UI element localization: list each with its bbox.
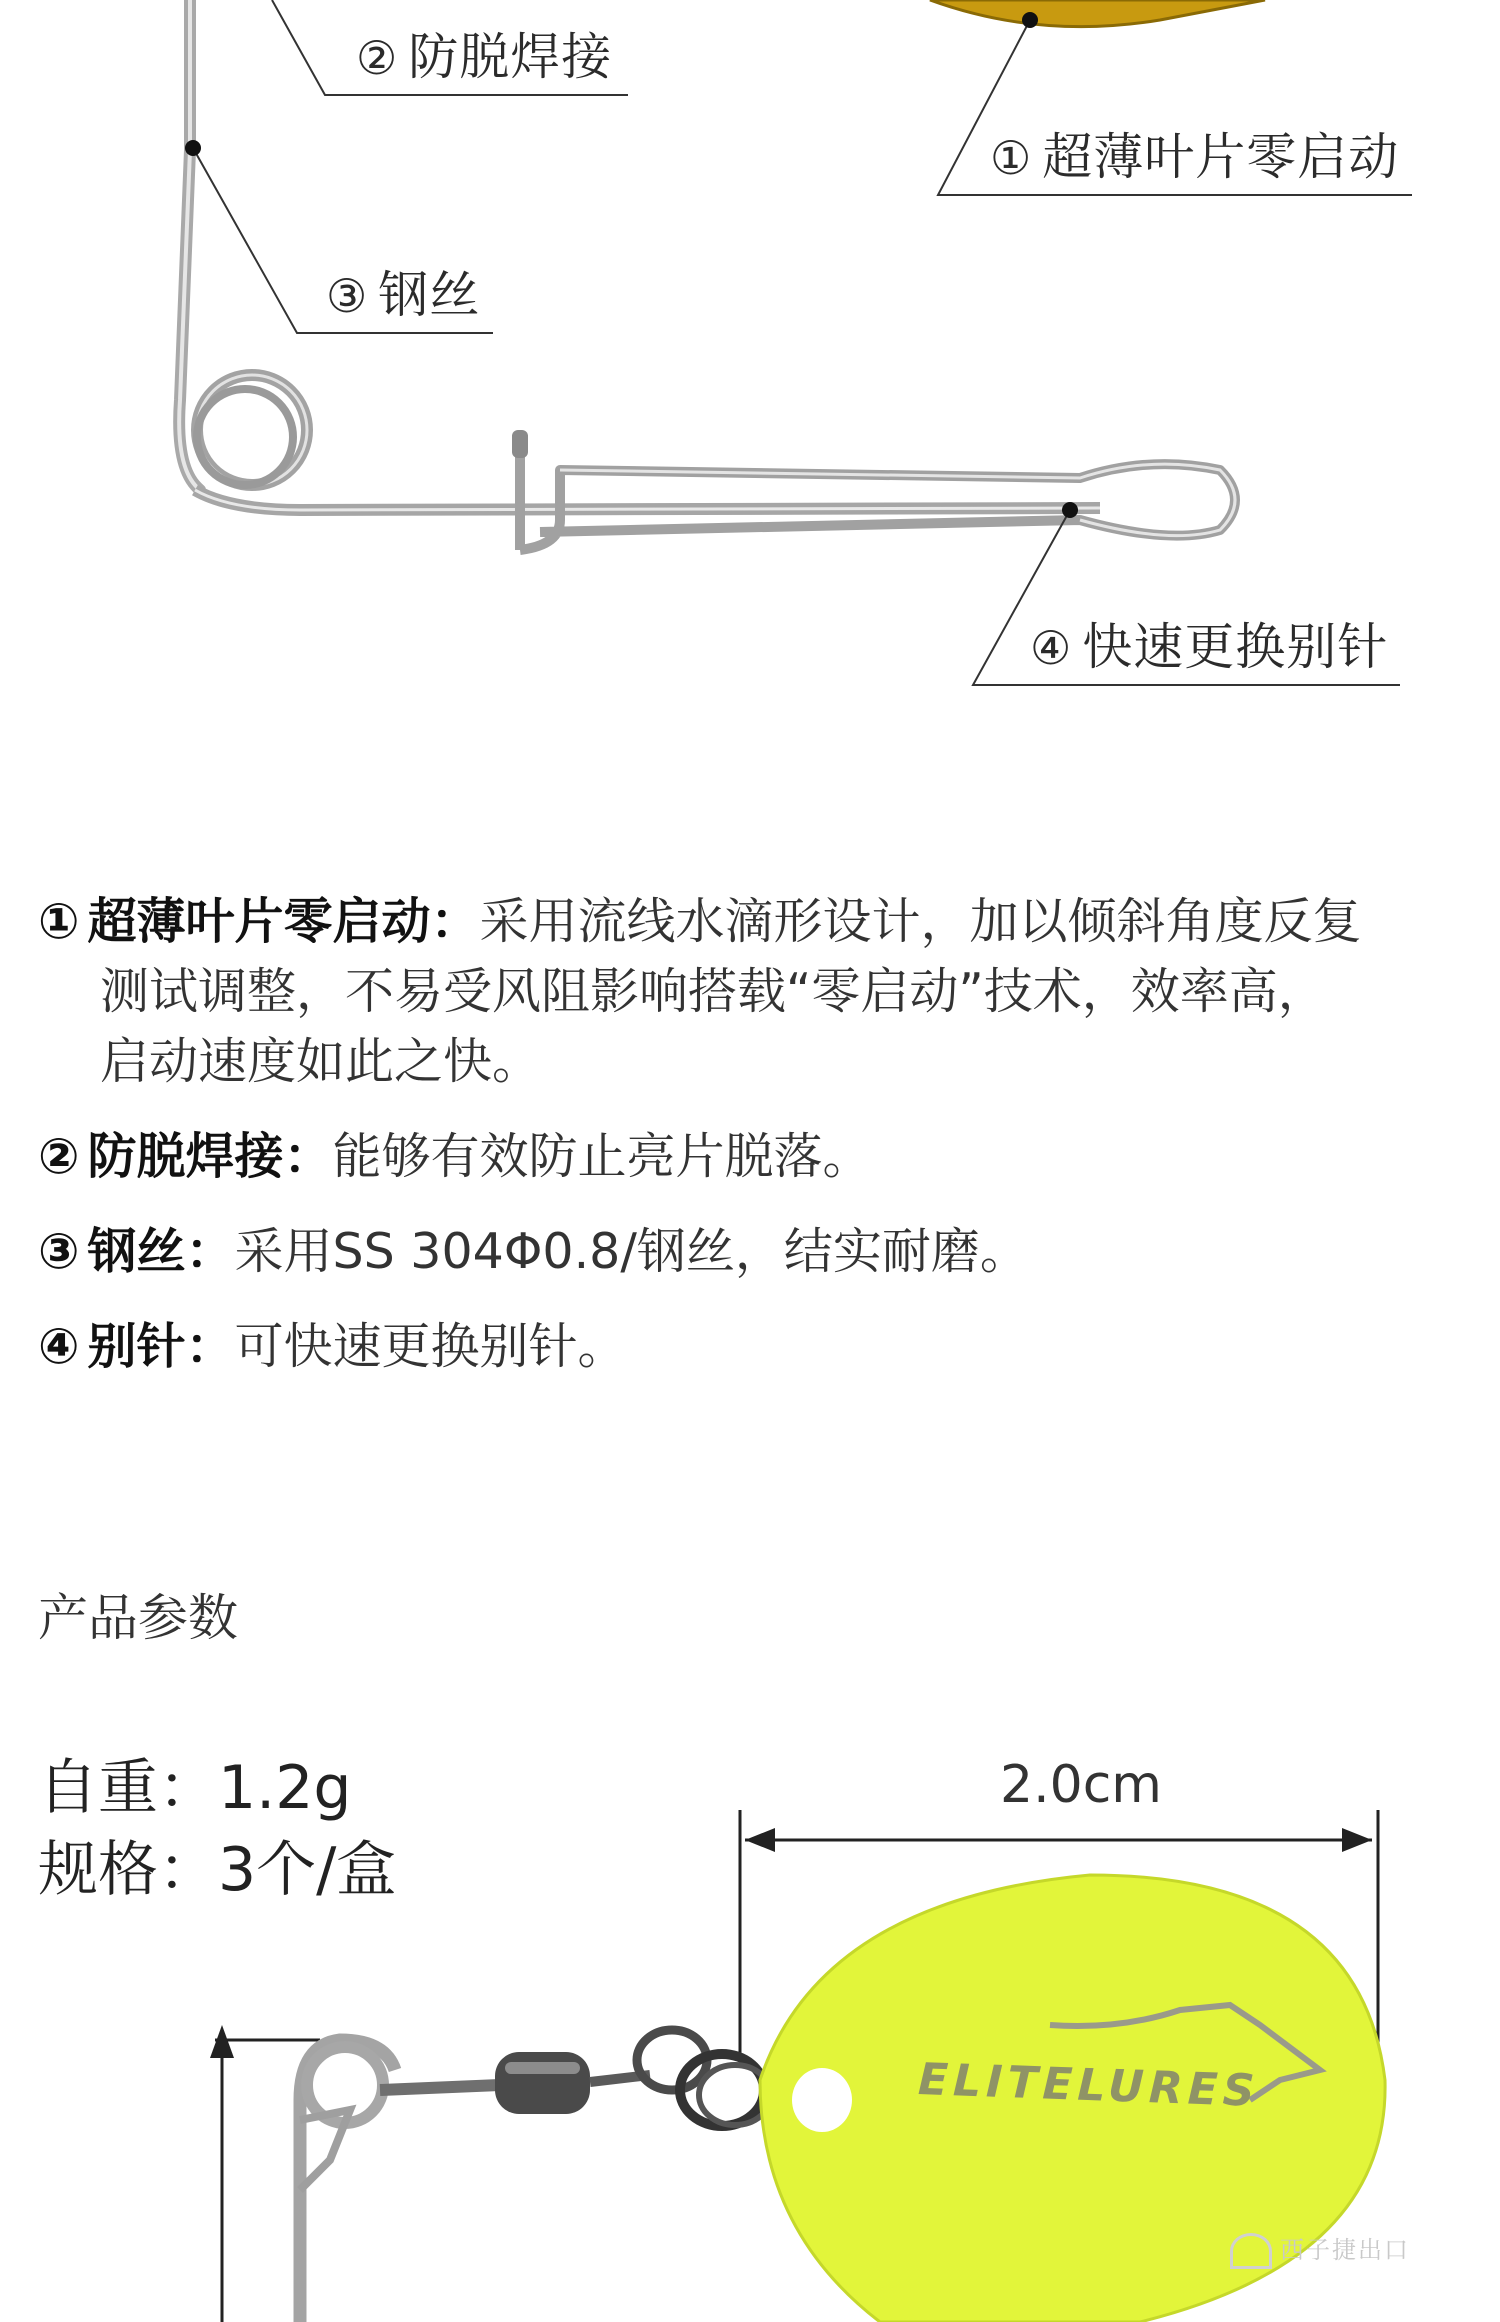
watermark-logo-icon [1230, 2233, 1272, 2269]
feature-2: ② 防脱焊接：能够有效防止亮片脱落。 [38, 1128, 872, 1185]
feature-1: ① 超薄叶片零启动：采用流线水滴形设计，加以倾斜角度反复 [38, 893, 1362, 950]
section-title: 产品参数 [38, 1589, 238, 1647]
callout-steel-wire: ③ 钢丝 [326, 266, 481, 324]
dimension-label: 2.0cm [1000, 1755, 1162, 1815]
feature-1-line3: 启动速度如此之快。 [100, 1033, 542, 1090]
feature-4: ④ 别针：可快速更换别针。 [38, 1318, 627, 1375]
callout-quick-snap: ④ 快速更换别针 [1030, 618, 1389, 676]
snap-clip [520, 445, 1235, 550]
swivel [495, 2052, 590, 2114]
feature-3: ③ 钢丝：采用SS 304Φ0.8/钢丝，结实耐磨。 [38, 1223, 1029, 1280]
spec-package: 规格：3个/盒 [38, 1835, 397, 1905]
watermark: 西子捷出口 [1230, 2230, 1410, 2269]
spec-weight: 自重：1.2g [38, 1753, 352, 1823]
feature-1-line2: 测试调整，不易受风阻影响搭载“零启动”技术，效率高， [100, 963, 1327, 1020]
callout-anti-drop-weld: ② 防脱焊接 [356, 28, 613, 86]
blade-logo: ELITELURES [917, 2054, 1261, 2117]
callout-lines [193, 0, 1412, 685]
gold-blade-edge [930, 0, 1265, 27]
callout-ultra-thin-blade: ① 超薄叶片零启动 [990, 128, 1400, 186]
